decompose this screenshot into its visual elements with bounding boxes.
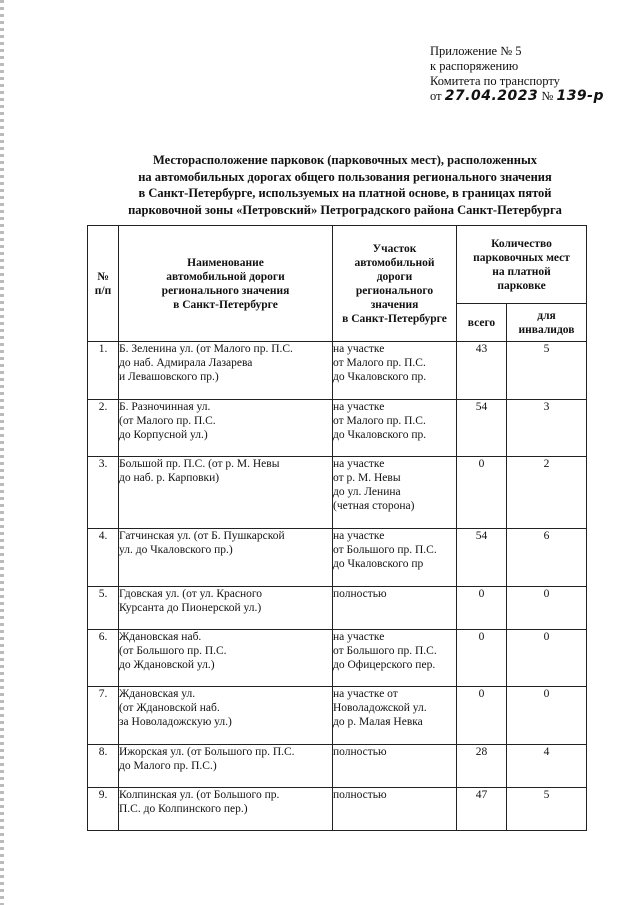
road-section-cell: полностью xyxy=(333,745,457,788)
table-row xyxy=(88,788,587,831)
disabled-spaces-cell: 5 xyxy=(507,788,587,831)
disabled-spaces-cell: 0 xyxy=(507,587,587,630)
row-number: 9. xyxy=(88,788,119,831)
road-name-cell: Ждановская наб. (от Большого пр. П.С. до Ждановской ул.) xyxy=(119,630,333,687)
row-number: 8. xyxy=(88,745,119,788)
header-road-section: Участок автомобильной дороги регионального значения в Санкт-Петербурге xyxy=(333,226,457,342)
road-section-cell: на участке от Большого пр. П.С. до Чкаловского пр xyxy=(333,529,457,587)
road-section-cell: полностью xyxy=(333,587,457,630)
handwritten-date: 27.04.2023 xyxy=(444,88,539,104)
disabled-spaces-cell: 3 xyxy=(507,400,587,457)
handwritten-number: 139-р xyxy=(556,88,605,104)
table-row xyxy=(88,457,587,529)
title-line: в Санкт-Петербурге, используемых на платной основе, в границах пятой xyxy=(138,186,552,200)
disabled-spaces-cell: 4 xyxy=(507,745,587,788)
road-name-cell: Большой пр. П.С. (от р. М. Невы до наб. р. Карповки) xyxy=(119,457,333,529)
row-number: 4. xyxy=(88,529,119,587)
header-total: всего xyxy=(457,304,507,342)
road-name-cell: Б. Зеленина ул. (от Малого пр. П.С. до наб. Адмирала Лазарева и Левашовского пр.) xyxy=(119,342,333,400)
scan-page-edge xyxy=(0,0,4,905)
road-name-cell: Гдовская ул. (от ул. Красного Курсанта до Пионерской ул.) xyxy=(119,587,333,630)
road-name-cell: Ждановская ул. (от Ждановской наб. за Новоладожскую ул.) xyxy=(119,687,333,745)
title-line: на автомобильных дорогах общего пользования регионального значения xyxy=(138,169,552,184)
from-label: от xyxy=(430,89,442,103)
header-spaces-count: Количество парковочных мест на платной парковке xyxy=(457,226,587,304)
parking-table xyxy=(87,225,587,831)
table-row xyxy=(88,745,587,788)
road-section-cell: полностью xyxy=(333,788,457,831)
total-spaces-cell: 54 xyxy=(457,529,507,587)
disabled-spaces-cell: 2 xyxy=(507,457,587,529)
row-number: 7. xyxy=(88,687,119,745)
total-spaces-cell: 43 xyxy=(457,342,507,400)
row-number: 3. xyxy=(88,457,119,529)
row-number: 2. xyxy=(88,400,119,457)
table-row xyxy=(88,400,587,457)
table-row xyxy=(88,342,587,400)
appendix-date-line xyxy=(430,89,630,104)
table-row xyxy=(88,587,587,630)
road-section-cell: на участке от р. М. Невы до ул. Ленина (четная сторона) xyxy=(333,457,457,529)
total-spaces-cell: 54 xyxy=(457,400,507,457)
road-section-cell: на участке от Большого пр. П.С. до Офицерского пер. xyxy=(333,630,457,687)
total-spaces-cell: 0 xyxy=(457,457,507,529)
total-spaces-cell: 0 xyxy=(457,687,507,745)
title-line: парковочной зоны «Петровский» Петроградского района Санкт-Петербурга xyxy=(128,202,562,217)
appendix-line-3: Комитета по транспорту xyxy=(430,74,560,88)
road-section-cell: на участке от Новоладожской ул. до р. Малая Невка xyxy=(333,687,457,745)
table-row xyxy=(88,630,587,687)
road-name-cell: Б. Разночинная ул. (от Малого пр. П.С. до Корпусной ул.) xyxy=(119,400,333,457)
document-title xyxy=(100,152,590,218)
table-row xyxy=(88,529,587,587)
disabled-spaces-cell: 0 xyxy=(507,630,587,687)
header-disabled: для инвалидов xyxy=(507,304,587,342)
road-name-cell: Гатчинская ул. (от Б. Пушкарской ул. до Чкаловского пр.) xyxy=(119,529,333,587)
title-line: Месторасположение парковок (парковочных мест), расположенных xyxy=(153,153,537,167)
appendix-line-2: к распоряжению xyxy=(430,59,519,73)
appendix-line-1: Приложение № 5 xyxy=(430,44,522,58)
header-road-name: Наименование автомобильной дороги регионального значения в Санкт-Петербурге xyxy=(119,226,333,342)
disabled-spaces-cell: 5 xyxy=(507,342,587,400)
road-section-cell: на участке от Малого пр. П.С. до Чкаловского пр. xyxy=(333,400,457,457)
total-spaces-cell: 0 xyxy=(457,587,507,630)
disabled-spaces-cell: 0 xyxy=(507,687,587,745)
road-section-cell: на участке от Малого пр. П.С. до Чкаловского пр. xyxy=(333,342,457,400)
table-row xyxy=(88,687,587,745)
row-number: 5. xyxy=(88,587,119,630)
total-spaces-cell: 0 xyxy=(457,630,507,687)
disabled-spaces-cell: 6 xyxy=(507,529,587,587)
number-label: № xyxy=(541,89,554,103)
header-number: № п/п xyxy=(88,226,119,342)
road-name-cell: Ижорская ул. (от Большого пр. П.С. до Малого пр. П.С.) xyxy=(119,745,333,788)
road-name-cell: Колпинская ул. (от Большого пр. П.С. до Колпинского пер.) xyxy=(119,788,333,831)
row-number: 6. xyxy=(88,630,119,687)
total-spaces-cell: 47 xyxy=(457,788,507,831)
appendix-header xyxy=(430,44,630,104)
total-spaces-cell: 28 xyxy=(457,745,507,788)
row-number: 1. xyxy=(88,342,119,400)
